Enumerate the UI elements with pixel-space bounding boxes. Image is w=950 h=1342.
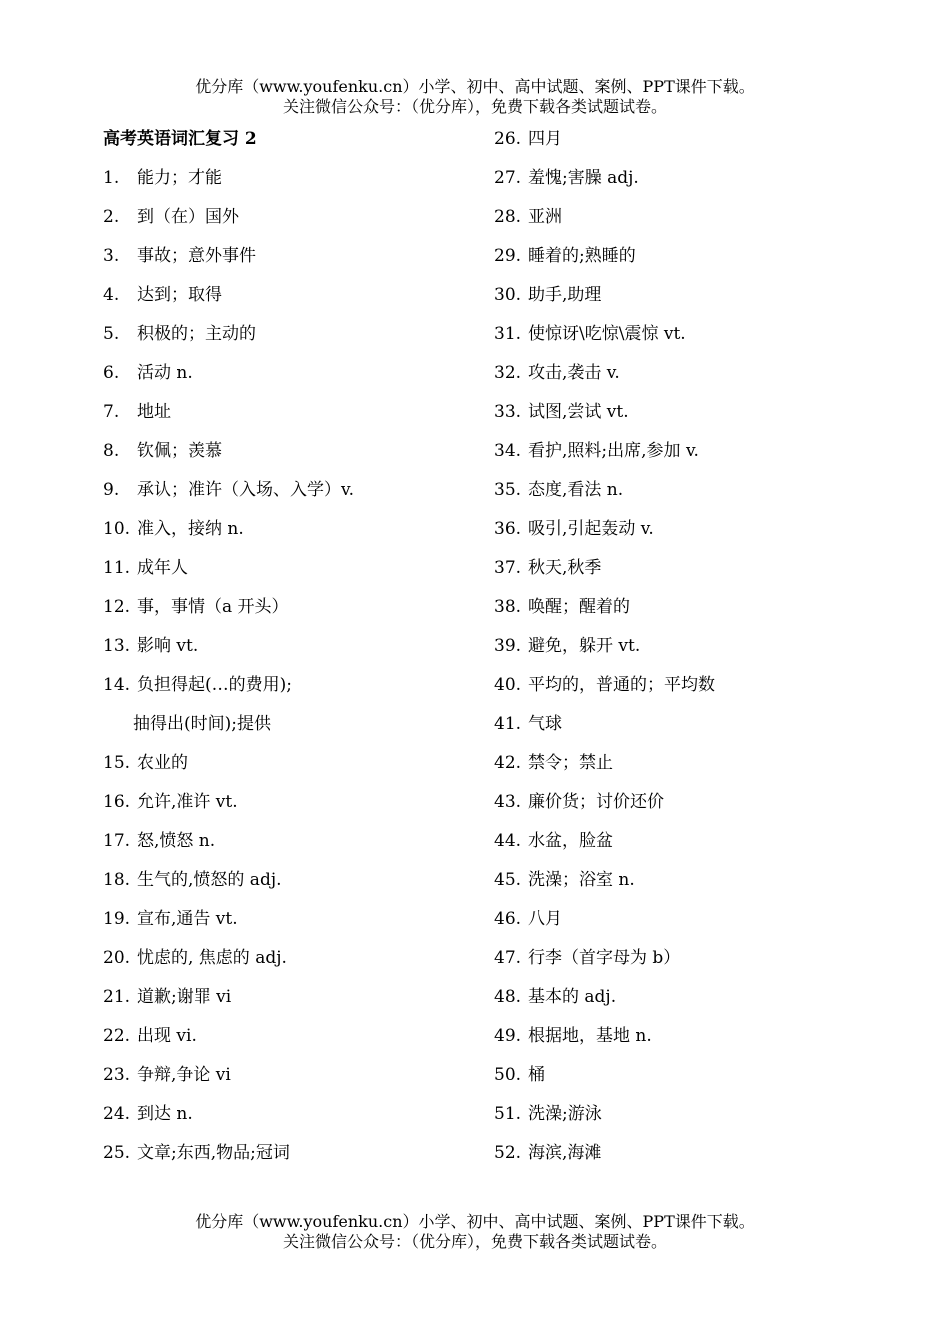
item-text: 积极的；主动的	[137, 324, 256, 344]
item-number: 9.	[103, 480, 120, 500]
vocab-item	[103, 553, 463, 592]
item-text: 承认；准许（入场、入学）v.	[137, 480, 354, 500]
vocab-item	[103, 670, 463, 709]
vocab-item	[494, 436, 854, 475]
item-number: 3.	[103, 246, 120, 266]
right-column	[494, 124, 854, 1177]
item-number: 35.	[494, 480, 522, 500]
item-text: 吸引,引起轰动 v.	[528, 519, 654, 539]
vocab-item	[103, 904, 463, 943]
item-text: 气球	[528, 714, 562, 734]
item-number: 20.	[103, 948, 131, 968]
footer-line-2: 关注微信公众号：（优分库），免费下载各类试题试卷。	[282, 1232, 667, 1251]
item-number: 5.	[103, 324, 120, 344]
item-text: 桶	[528, 1065, 545, 1085]
vocab-item	[494, 202, 854, 241]
item-text: 抽得出(时间);提供	[133, 714, 271, 734]
item-number: 40.	[494, 675, 522, 695]
vocab-item	[103, 358, 463, 397]
item-number: 22.	[103, 1026, 131, 1046]
item-text: 使惊讶\吃惊\震惊 vt.	[528, 324, 686, 344]
item-text: 允许,准许 vt.	[137, 792, 238, 812]
item-number: 47.	[494, 948, 522, 968]
vocab-item	[494, 1021, 854, 1060]
item-number: 15.	[103, 753, 131, 773]
item-number: 16.	[103, 792, 131, 812]
item-number: 11.	[103, 558, 131, 578]
item-text: 八月	[528, 909, 562, 929]
item-text: 态度,看法 n.	[528, 480, 624, 500]
left-column	[103, 124, 463, 1177]
footer-banner	[0, 1212, 950, 1252]
item-text: 基本的 adj.	[528, 987, 617, 1007]
vocab-item	[494, 1060, 854, 1099]
vocab-item	[103, 280, 463, 319]
page-title: 高考英语词汇复习 2	[103, 129, 257, 149]
item-number: 24.	[103, 1104, 131, 1124]
item-text: 成年人	[137, 558, 188, 578]
item-text: 忧虑的, 焦虑的 adj.	[137, 948, 287, 968]
item-text: 达到；取得	[137, 285, 222, 305]
item-text: 四月	[528, 129, 562, 149]
item-number: 7.	[103, 402, 120, 422]
item-number: 4.	[103, 285, 120, 305]
vocab-item	[494, 787, 854, 826]
item-number: 48.	[494, 987, 522, 1007]
vocab-item	[494, 553, 854, 592]
vocab-item	[103, 826, 463, 865]
item-number: 27.	[494, 168, 522, 188]
vocab-item	[103, 1021, 463, 1060]
vocab-item	[103, 475, 463, 514]
header-banner	[0, 77, 950, 117]
item-number: 36.	[494, 519, 522, 539]
item-text: 到（在）国外	[137, 207, 239, 227]
item-number: 21.	[103, 987, 131, 1007]
item-number: 33.	[494, 402, 522, 422]
item-text: 负担得起(…的费用);	[137, 675, 292, 695]
vocab-item	[494, 1099, 854, 1138]
item-number: 44.	[494, 831, 522, 851]
vocab-item	[494, 280, 854, 319]
vocab-item	[494, 358, 854, 397]
item-text: 生气的,愤怒的 adj.	[137, 870, 282, 890]
vocab-item	[494, 514, 854, 553]
item-text: 亚洲	[528, 207, 562, 227]
item-text: 怒,愤怒 n.	[137, 831, 216, 851]
item-text: 廉价货；讨价还价	[528, 792, 664, 812]
item-number: 51.	[494, 1104, 522, 1124]
vocab-item	[103, 982, 463, 1021]
vocab-item	[494, 709, 854, 748]
item-number: 12.	[103, 597, 131, 617]
item-number: 41.	[494, 714, 522, 734]
item-number: 14.	[103, 675, 131, 695]
vocab-item	[494, 475, 854, 514]
item-text: 秋天,秋季	[528, 558, 602, 578]
vocab-item	[103, 943, 463, 982]
item-text: 洗澡；浴室 n.	[528, 870, 635, 890]
vocab-item	[103, 865, 463, 904]
item-number: 49.	[494, 1026, 522, 1046]
vocab-item	[103, 202, 463, 241]
vocab-item	[494, 631, 854, 670]
item-text: 看护,照料;出席,参加 v.	[528, 441, 699, 461]
item-text: 能力；才能	[137, 168, 222, 188]
item-text: 洗澡;游泳	[528, 1104, 602, 1124]
vocab-item	[494, 319, 854, 358]
vocab-item	[103, 1060, 463, 1099]
item-text: 影响 vt.	[137, 636, 199, 656]
item-text: 地址	[137, 402, 171, 422]
vocab-item	[103, 163, 463, 202]
item-text: 农业的	[137, 753, 188, 773]
item-number: 28.	[494, 207, 522, 227]
vocab-item	[494, 943, 854, 982]
item-number: 32.	[494, 363, 522, 383]
item-text: 禁令；禁止	[528, 753, 613, 773]
vocab-item	[103, 748, 463, 787]
item-number: 8.	[103, 441, 120, 461]
item-text: 助手,助理	[528, 285, 602, 305]
header-line-2: 关注微信公众号：（优分库），免费下载各类试题试卷。	[282, 97, 667, 116]
item-text: 水盆，脸盆	[528, 831, 613, 851]
vocab-item	[494, 865, 854, 904]
item-text: 道歉;谢罪 vi	[137, 987, 232, 1007]
item-number: 43.	[494, 792, 522, 812]
item-number: 37.	[494, 558, 522, 578]
vocab-item	[494, 982, 854, 1021]
item-text: 睡着的;熟睡的	[528, 246, 636, 266]
vocab-item	[494, 397, 854, 436]
item-text: 唤醒；醒着的	[528, 597, 630, 617]
vocab-item	[494, 904, 854, 943]
item-text: 行李（首字母为 b）	[528, 948, 681, 968]
item-number: 25.	[103, 1143, 131, 1163]
item-text: 活动 n.	[137, 363, 193, 383]
item-number: 17.	[103, 831, 131, 851]
item-number: 1.	[103, 168, 120, 188]
footer-line-1: 优分库（www.youfenku.cn）小学、初中、高中试题、案例、PPT课件下载。	[195, 1212, 755, 1231]
item-text: 宣布,通告 vt.	[137, 909, 238, 929]
item-text: 平均的，普通的；平均数	[528, 675, 715, 695]
vocab-item	[103, 631, 463, 670]
vocab-item	[494, 748, 854, 787]
item-text: 羞愧;害臊 adj.	[528, 168, 639, 188]
item-number: 45.	[494, 870, 522, 890]
item-number: 18.	[103, 870, 131, 890]
item-text: 到达 n.	[137, 1104, 193, 1124]
item-number: 38.	[494, 597, 522, 617]
item-number: 26.	[494, 129, 522, 149]
vocab-item	[103, 319, 463, 358]
item-number: 2.	[103, 207, 120, 227]
vocab-item	[103, 592, 463, 631]
item-number: 13.	[103, 636, 131, 656]
item-text: 事，事情（a 开头）	[137, 597, 289, 617]
vocab-item	[494, 670, 854, 709]
item-text: 准入，接纳 n.	[137, 519, 244, 539]
vocab-item	[494, 163, 854, 202]
vocab-item	[494, 826, 854, 865]
item-number: 50.	[494, 1065, 522, 1085]
item-text: 出现 vi.	[137, 1026, 197, 1046]
item-text: 钦佩；羡慕	[137, 441, 222, 461]
item-text: 争辩,争论 vi	[137, 1065, 231, 1085]
item-number: 34.	[494, 441, 522, 461]
header-line-1: 优分库（www.youfenku.cn）小学、初中、高中试题、案例、PPT课件下载。	[195, 77, 755, 96]
item-text: 根据地，基地 n.	[528, 1026, 652, 1046]
vocab-item	[103, 397, 463, 436]
item-number: 23.	[103, 1065, 131, 1085]
item-number: 10.	[103, 519, 131, 539]
vocab-item	[494, 241, 854, 280]
vocab-item	[103, 787, 463, 826]
item-text: 文章;东西,物品;冠词	[137, 1143, 290, 1163]
vocab-item	[103, 1138, 463, 1177]
item-text: 攻击,袭击 v.	[528, 363, 620, 383]
item-number: 30.	[494, 285, 522, 305]
vocab-item	[103, 241, 463, 280]
item-number: 31.	[494, 324, 522, 344]
item-number: 46.	[494, 909, 522, 929]
item-number: 52.	[494, 1143, 522, 1163]
vocab-item	[103, 709, 463, 748]
vocab-item	[494, 124, 854, 163]
item-number: 39.	[494, 636, 522, 656]
item-number: 29.	[494, 246, 522, 266]
item-number: 42.	[494, 753, 522, 773]
vocab-item	[103, 436, 463, 475]
item-text: 事故；意外事件	[137, 246, 256, 266]
item-text: 试图,尝试 vt.	[528, 402, 629, 422]
item-number: 19.	[103, 909, 131, 929]
vocab-item	[103, 514, 463, 553]
vocab-item	[494, 592, 854, 631]
vocab-item	[494, 1138, 854, 1177]
vocab-item	[103, 1099, 463, 1138]
item-text: 海滨,海滩	[528, 1143, 602, 1163]
item-number: 6.	[103, 363, 120, 383]
item-text: 避免，躲开 vt.	[528, 636, 641, 656]
